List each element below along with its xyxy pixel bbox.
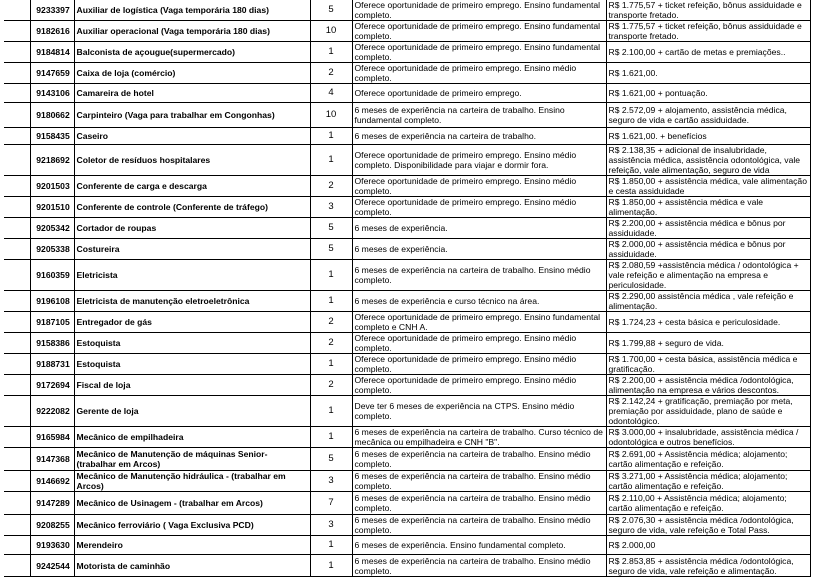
job-salary-benefits: R$ 2.691,00 + Assistência médica; alojamento; cartão alimentação e refeição.: [606, 448, 810, 471]
vacancy-count: 5: [310, 448, 352, 471]
blank-cell: [4, 103, 30, 128]
table-row: [4, 515, 810, 536]
blank-cell: [4, 471, 30, 492]
job-title: Merendeiro: [74, 536, 310, 555]
job-requirements: Oferece oportunidade de primeiro emprego. Ensino médio completo.: [352, 375, 606, 396]
job-code: 9201503: [30, 176, 74, 197]
blank-cell: [4, 448, 30, 471]
job-title: Carpinteiro (Vaga para trabalhar em Congonhas): [74, 103, 310, 128]
job-title: Estoquista: [74, 354, 310, 375]
blank-cell: [4, 375, 30, 396]
job-code: 9184814: [30, 42, 74, 63]
blank-cell: [4, 260, 30, 291]
vacancy-count: 5: [310, 218, 352, 239]
table-row: [4, 396, 810, 427]
table-row: [4, 354, 810, 375]
job-requirements: 6 meses de experiência na carteira de trabalho. Ensino médio completo.: [352, 515, 606, 536]
job-code: 9205338: [30, 239, 74, 260]
job-salary-benefits: R$ 2.076,30 + assistência médica /odontológica, seguro de vida, vale refeição e Total Pass.: [606, 515, 810, 536]
job-title: Cortador de roupas: [74, 218, 310, 239]
blank-cell: [4, 42, 30, 63]
job-title: Mecânico de empilhadeira: [74, 427, 310, 448]
vacancy-count: 2: [310, 333, 352, 354]
table-row: [4, 21, 810, 42]
job-listings-table: [4, 0, 811, 577]
blank-cell: [4, 492, 30, 515]
vacancy-count: 2: [310, 312, 352, 333]
job-code: 9172694: [30, 375, 74, 396]
job-code: 9201510: [30, 197, 74, 218]
job-salary-benefits: R$ 2.138,35 + adicional de insalubridade, assistência médica, assistência odontológica, vale refeição, vale alimentação, seguro de vida: [606, 145, 810, 176]
job-requirements: Oferece oportunidade de primeiro emprego. Ensino médio completo.: [352, 333, 606, 354]
job-code: 9147289: [30, 492, 74, 515]
job-title: Fiscal de loja: [74, 375, 310, 396]
job-salary-benefits: R$ 2.000,00 + assistência médica e bônus por assiduidade.: [606, 239, 810, 260]
vacancy-count: 5: [310, 0, 352, 21]
job-requirements: Oferece oportunidade de primeiro emprego. Ensino fundamental completo.: [352, 42, 606, 63]
job-code: 9143106: [30, 84, 74, 103]
job-code: 9187105: [30, 312, 74, 333]
job-requirements: 6 meses de experiência.: [352, 218, 606, 239]
job-code: 9147368: [30, 448, 74, 471]
blank-cell: [4, 427, 30, 448]
job-requirements: 6 meses de experiência na carteira de trabalho. Ensino médio completo.: [352, 448, 606, 471]
table-row: [4, 555, 810, 577]
blank-cell: [4, 354, 30, 375]
table-row: [4, 84, 810, 103]
job-salary-benefits: R$ 1.700,00 + cesta básica, assistência médica e gratificação.: [606, 354, 810, 375]
job-code: 9208255: [30, 515, 74, 536]
job-salary-benefits: R$ 3.000,00 + insalubridade, assistência médica / odontológica e outros benefícios.: [606, 427, 810, 448]
vacancy-count: 10: [310, 103, 352, 128]
job-code: 9182616: [30, 21, 74, 42]
job-title: Eletricista: [74, 260, 310, 291]
job-title: Mecânico de Manutenção de máquinas Senior- (trabalhar em Arcos): [74, 448, 310, 471]
job-requirements: Oferece oportunidade de primeiro emprego. Ensino médio completo.: [352, 176, 606, 197]
table-row: [4, 427, 810, 448]
job-code: 9193630: [30, 536, 74, 555]
job-salary-benefits: R$ 1.775,57 + ticket refeição, bônus assiduidade e transporte fretado.: [606, 0, 810, 21]
job-salary-benefits: R$ 2.080,59 +assistência médica / odontológica + vale refeição e alimentação na empresa e periculosidade.: [606, 260, 810, 291]
job-title: Auxiliar operacional (Vaga temporária 180 dias): [74, 21, 310, 42]
job-title: Caixa de loja (comércio): [74, 63, 310, 84]
table-row: [4, 448, 810, 471]
job-salary-benefits: R$ 2.100,00 + cartão de metas e premiações..: [606, 42, 810, 63]
job-title: Conferente de carga e descarga: [74, 176, 310, 197]
job-code: 9222082: [30, 396, 74, 427]
vacancy-count: 1: [310, 536, 352, 555]
blank-cell: [4, 0, 30, 21]
table-row: [4, 176, 810, 197]
table-row: [4, 536, 810, 555]
job-title: Motorista de caminhão: [74, 555, 310, 577]
blank-cell: [4, 515, 30, 536]
job-requirements: 6 meses de experiência na carteira de trabalho. Ensino fundamental completo.: [352, 103, 606, 128]
job-title: Mecânico de Manutenção hidráulica - (trabalhar em Arcos): [74, 471, 310, 492]
job-title: Caseiro: [74, 128, 310, 145]
job-requirements: Oferece oportunidade de primeiro emprego. Ensino fundamental completo e CNH A.: [352, 312, 606, 333]
blank-cell: [4, 396, 30, 427]
job-requirements: Oferece oportunidade de primeiro emprego. Ensino médio completo. Disponibilidade para viajar e dormir fora.: [352, 145, 606, 176]
blank-cell: [4, 291, 30, 312]
vacancy-count: 1: [310, 128, 352, 145]
job-title: Mecânico de Usinagem - (trabalhar em Arcos): [74, 492, 310, 515]
table-row: [4, 218, 810, 239]
vacancy-count: 1: [310, 354, 352, 375]
job-code: 9147659: [30, 63, 74, 84]
job-salary-benefits: R$ 3.271,00 + Assistência médica; alojamento; cartão alimentação e refeição.: [606, 471, 810, 492]
job-salary-benefits: R$ 1.621,00. + benefícios: [606, 128, 810, 145]
table-row: [4, 145, 810, 176]
job-title: Estoquista: [74, 333, 310, 354]
vacancy-count: 1: [310, 396, 352, 427]
blank-cell: [4, 145, 30, 176]
job-salary-benefits: R$ 1.621,00 + pontuação.: [606, 84, 810, 103]
job-requirements: 6 meses de experiência na carteira de trabalho. Ensino médio completo.: [352, 555, 606, 577]
vacancy-count: 1: [310, 291, 352, 312]
job-requirements: Oferece oportunidade de primeiro emprego.: [352, 84, 606, 103]
vacancy-count: 4: [310, 84, 352, 103]
vacancy-count: 3: [310, 471, 352, 492]
table-row: [4, 471, 810, 492]
vacancy-count: 1: [310, 145, 352, 176]
table-row: [4, 239, 810, 260]
job-code: 9158386: [30, 333, 74, 354]
job-requirements: Oferece oportunidade de primeiro emprego. Ensino médio completo.: [352, 354, 606, 375]
job-requirements: 6 meses de experiência na carteira de trabalho. Ensino médio completo.: [352, 471, 606, 492]
job-requirements: 6 meses de experiência.: [352, 239, 606, 260]
job-code: 9180662: [30, 103, 74, 128]
blank-cell: [4, 84, 30, 103]
job-salary-benefits: R$ 1.775,57 + ticket refeição, bônus assiduidade e transporte fretado.: [606, 21, 810, 42]
job-title: Eletricista de manutenção eletroeletrônica: [74, 291, 310, 312]
job-salary-benefits: R$ 1.621,00.: [606, 63, 810, 84]
job-code: 9233397: [30, 0, 74, 21]
vacancy-count: 2: [310, 176, 352, 197]
job-code: 9158435: [30, 128, 74, 145]
job-salary-benefits: R$ 1.724,23 + cesta básica e periculosidade.: [606, 312, 810, 333]
blank-cell: [4, 176, 30, 197]
table-row: [4, 42, 810, 63]
vacancy-count: 2: [310, 63, 352, 84]
job-salary-benefits: R$ 2.000,00: [606, 536, 810, 555]
table-row: [4, 103, 810, 128]
job-code: 9218692: [30, 145, 74, 176]
job-requirements: 6 meses de experiência. Ensino fundamental completo.: [352, 536, 606, 555]
job-requirements: 6 meses de experiência na carteira de trabalho. Curso técnico de mecânica ou empilhadeira e CNH "B".: [352, 427, 606, 448]
table-row: [4, 260, 810, 291]
table-row: [4, 375, 810, 396]
job-requirements: Oferece oportunidade de primeiro emprego. Ensino fundamental completo.: [352, 0, 606, 21]
table-row: [4, 0, 810, 21]
job-requirements: 6 meses de experiência na carteira de trabalho. Ensino médio completo.: [352, 260, 606, 291]
vacancy-count: 1: [310, 42, 352, 63]
job-salary-benefits: R$ 2.110,00 + Assistência médica; alojamento; cartão alimentação e refeição.: [606, 492, 810, 515]
job-title: Balconista de açougue(supermercado): [74, 42, 310, 63]
table-row: [4, 63, 810, 84]
job-salary-benefits: R$ 2.200,00 + assistência médica e bônus por assiduidade.: [606, 218, 810, 239]
blank-cell: [4, 21, 30, 42]
job-requirements: Oferece oportunidade de primeiro emprego. Ensino médio completo.: [352, 63, 606, 84]
job-code: 9188731: [30, 354, 74, 375]
blank-cell: [4, 63, 30, 84]
job-code: 9165984: [30, 427, 74, 448]
job-salary-benefits: R$ 1.799,88 + seguro de vida.: [606, 333, 810, 354]
blank-cell: [4, 333, 30, 354]
job-code: 9160359: [30, 260, 74, 291]
job-salary-benefits: R$ 2.200,00 + assistência médica /odontológica, alimentação na empresa e vários descontos.: [606, 375, 810, 396]
job-requirements: Deve ter 6 meses de experiência na CTPS. Ensino médio completo.: [352, 396, 606, 427]
blank-cell: [4, 536, 30, 555]
job-title: Auxiliar de logística (Vaga temporária 180 dias): [74, 0, 310, 21]
job-code: 9196108: [30, 291, 74, 312]
vacancy-count: 10: [310, 21, 352, 42]
blank-cell: [4, 128, 30, 145]
vacancy-count: 2: [310, 375, 352, 396]
job-code: 9146692: [30, 471, 74, 492]
job-salary-benefits: R$ 2.290,00 assistência médica , vale refeição e alimentação.: [606, 291, 810, 312]
job-salary-benefits: R$ 2.572,09 + alojamento, assistência médica, seguro de vida e cartão assiduidade.: [606, 103, 810, 128]
job-salary-benefits: R$ 2.142,24 + gratificação, premiação por meta, premiação por assiduidade, plano de saúde e odontológico.: [606, 396, 810, 427]
vacancy-count: 3: [310, 197, 352, 218]
table-row: [4, 291, 810, 312]
table-row: [4, 128, 810, 145]
job-title: Gerente de loja: [74, 396, 310, 427]
vacancy-count: 3: [310, 515, 352, 536]
job-requirements: 6 meses de experiência e curso técnico na área.: [352, 291, 606, 312]
vacancy-count: 1: [310, 427, 352, 448]
job-salary-benefits: R$ 2.853,85 + assistência médica /odontológica, seguro de vida, vale refeição e alimentação.: [606, 555, 810, 577]
job-requirements: Oferece oportunidade de primeiro emprego. Ensino fundamental completo.: [352, 21, 606, 42]
job-title: Entregador de gás: [74, 312, 310, 333]
table-row: [4, 197, 810, 218]
job-title: Camareira de hotel: [74, 84, 310, 103]
vacancy-count: 1: [310, 555, 352, 577]
table-row: [4, 333, 810, 354]
job-requirements: 6 meses de experiência na carteira de trabalho.: [352, 128, 606, 145]
job-code: 9242544: [30, 555, 74, 577]
job-salary-benefits: R$ 1.850,00 + assistência médica e vale alimentação.: [606, 197, 810, 218]
vacancy-count: 1: [310, 260, 352, 291]
job-requirements: 6 meses de experiência na carteira de trabalho. Ensino médio completo.: [352, 492, 606, 515]
blank-cell: [4, 555, 30, 577]
table-row: [4, 312, 810, 333]
job-title: Conferente de controle (Conferente de tráfego): [74, 197, 310, 218]
blank-cell: [4, 312, 30, 333]
blank-cell: [4, 218, 30, 239]
vacancy-count: 5: [310, 239, 352, 260]
job-title: Coletor de resíduos hospitalares: [74, 145, 310, 176]
vacancy-count: 7: [310, 492, 352, 515]
job-code: 9205342: [30, 218, 74, 239]
blank-cell: [4, 239, 30, 260]
job-salary-benefits: R$ 1.850,00 + assistência médica, vale alimentação e cesta assiduidade: [606, 176, 810, 197]
job-requirements: Oferece oportunidade de primeiro emprego. Ensino médio completo.: [352, 197, 606, 218]
job-title: Mecânico ferroviário ( Vaga Exclusiva PCD): [74, 515, 310, 536]
table-row: [4, 492, 810, 515]
blank-cell: [4, 197, 30, 218]
job-title: Costureira: [74, 239, 310, 260]
